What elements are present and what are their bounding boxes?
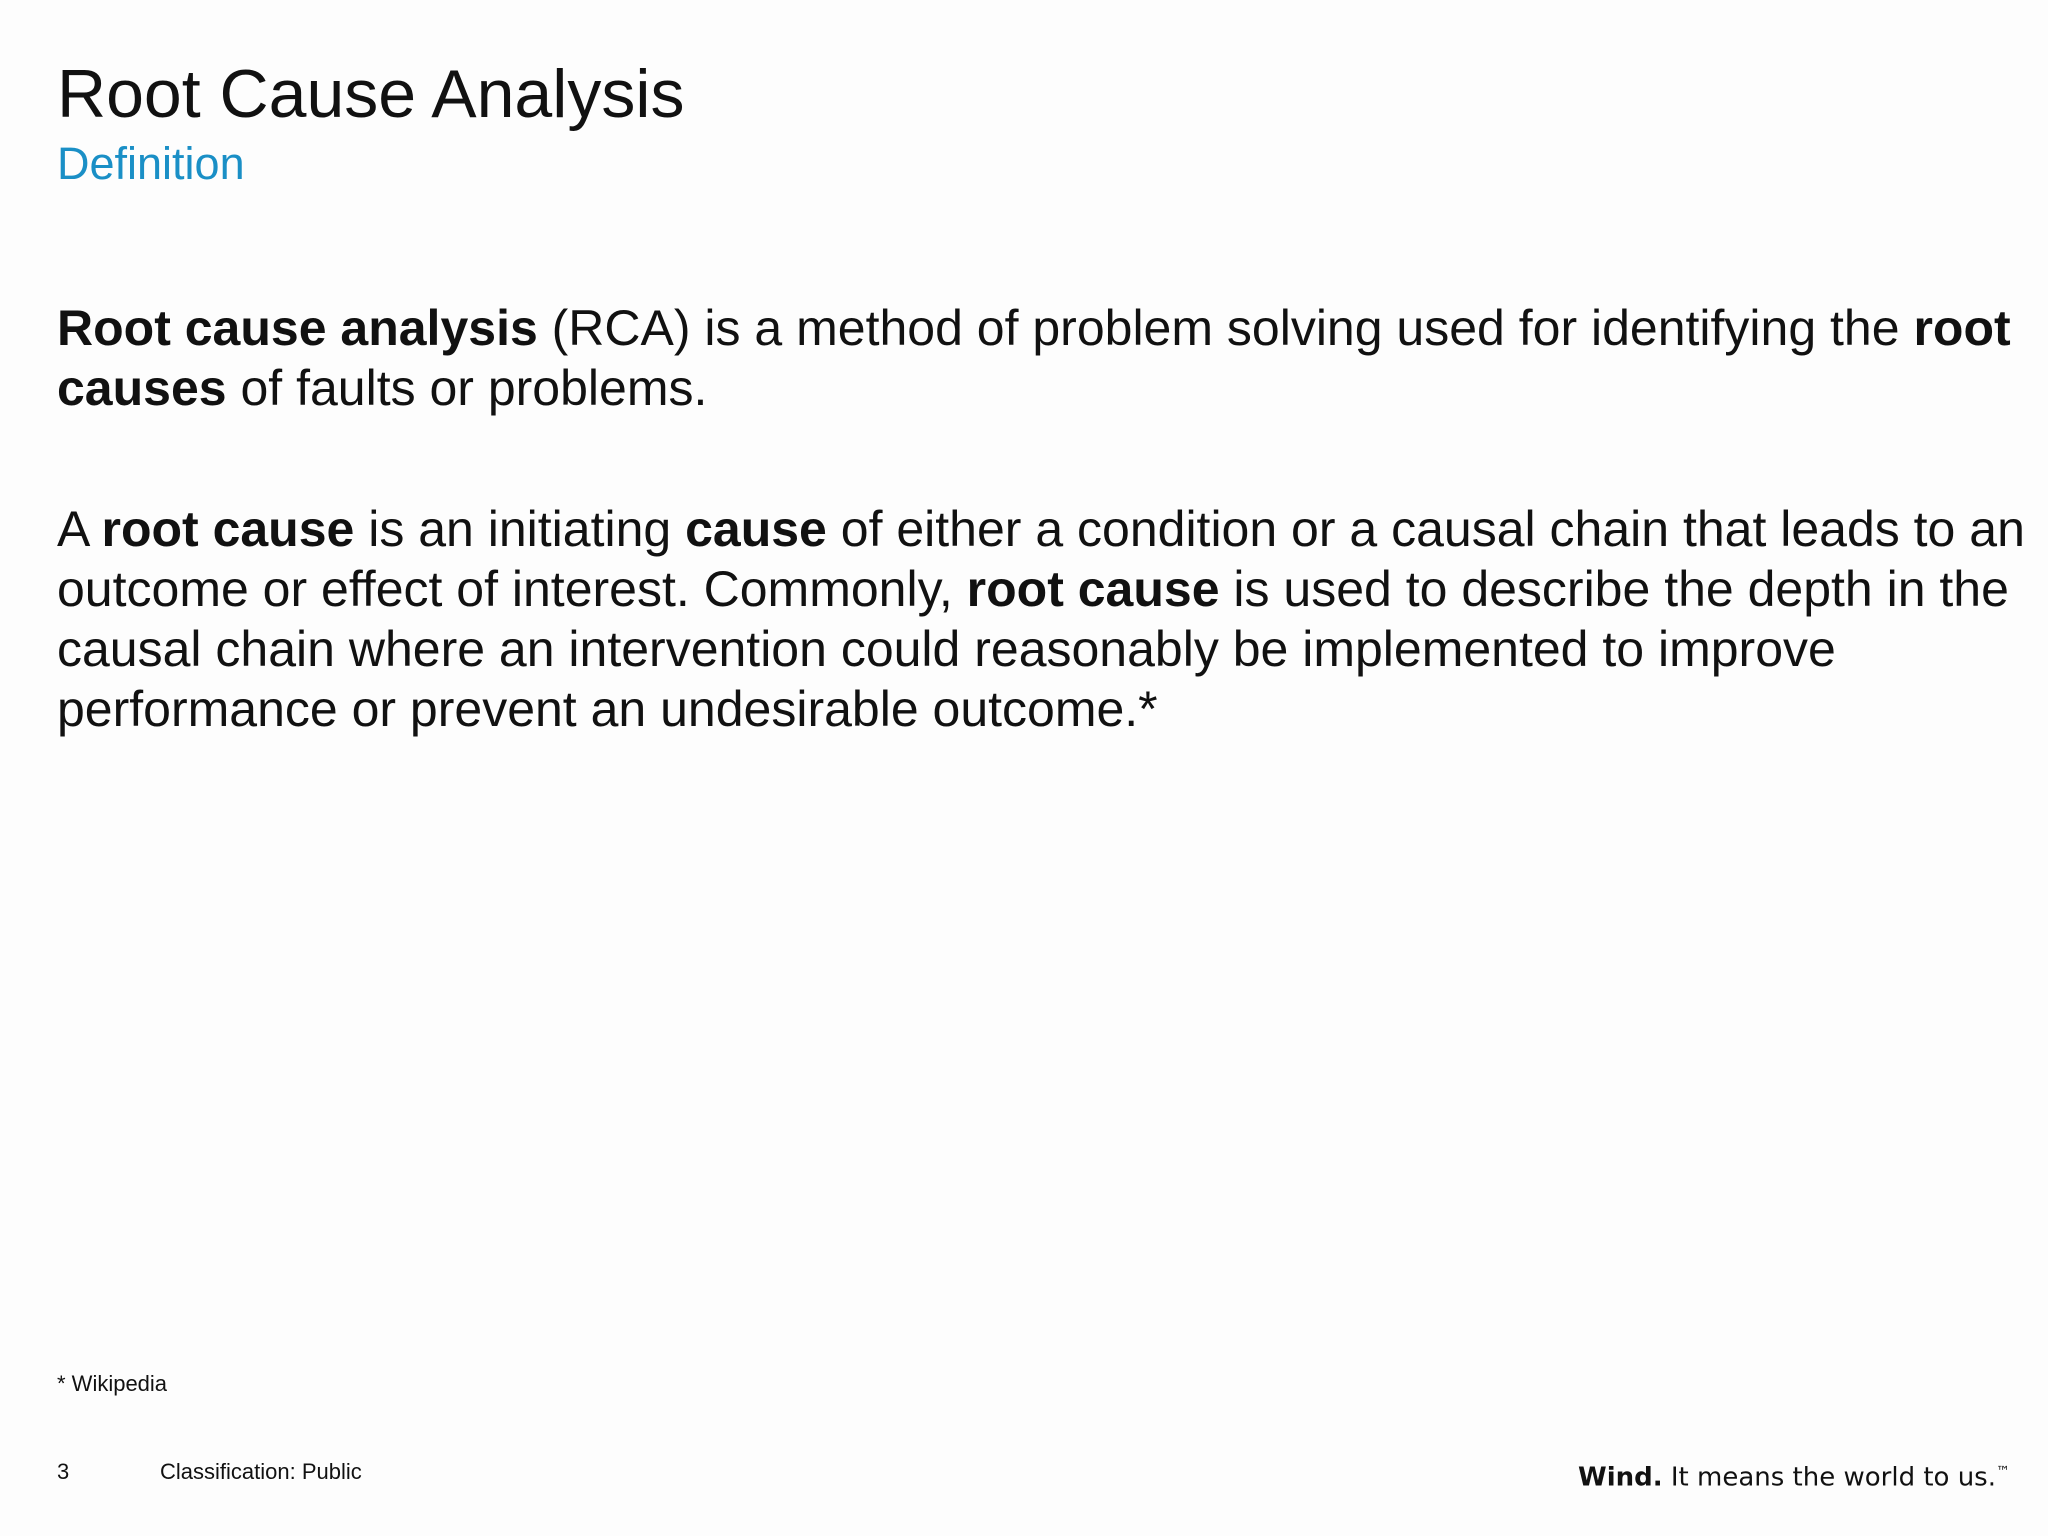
definition-paragraph xyxy=(57,298,2032,418)
brand-tagline xyxy=(1578,1456,2010,1494)
root-cause-paragraph xyxy=(57,499,2032,739)
body-text xyxy=(57,298,2032,739)
paragraph-text: is used to describe the depth in the causal chain where an intervention could reasonably be implemented to improve performance or prevent an undesirable outcome.* xyxy=(57,561,2009,737)
trademark-symbol: ™ xyxy=(1996,1464,2010,1480)
paragraph-text: of either a condition or a causal chain that leads to an outcome or effect of interest. Commonly, xyxy=(57,501,2025,617)
footnote: * Wikipedia xyxy=(57,1371,168,1396)
paragraph-text: of faults or problems. xyxy=(226,360,708,416)
paragraph-text: is an initiating xyxy=(354,501,686,557)
brand-slogan: It means the world to us. xyxy=(1662,1462,1996,1493)
bold-term: root cause xyxy=(966,561,1220,617)
page-number: 3 xyxy=(57,1459,70,1484)
bold-term: root cause xyxy=(101,501,355,557)
classification-label: Classification: Public xyxy=(160,1459,362,1484)
paragraph-text: A xyxy=(57,501,102,557)
brand-name: Wind. xyxy=(1578,1462,1663,1493)
slide-subtitle: Definition xyxy=(57,138,245,189)
bold-term: root causes xyxy=(57,300,2011,416)
bold-term: cause xyxy=(685,501,827,557)
paragraph-text: (RCA) is a method of problem solving used for identifying the xyxy=(537,300,1914,356)
slide-title: Root Cause Analysis xyxy=(57,56,685,132)
bold-term: Root cause analysis xyxy=(57,300,538,356)
